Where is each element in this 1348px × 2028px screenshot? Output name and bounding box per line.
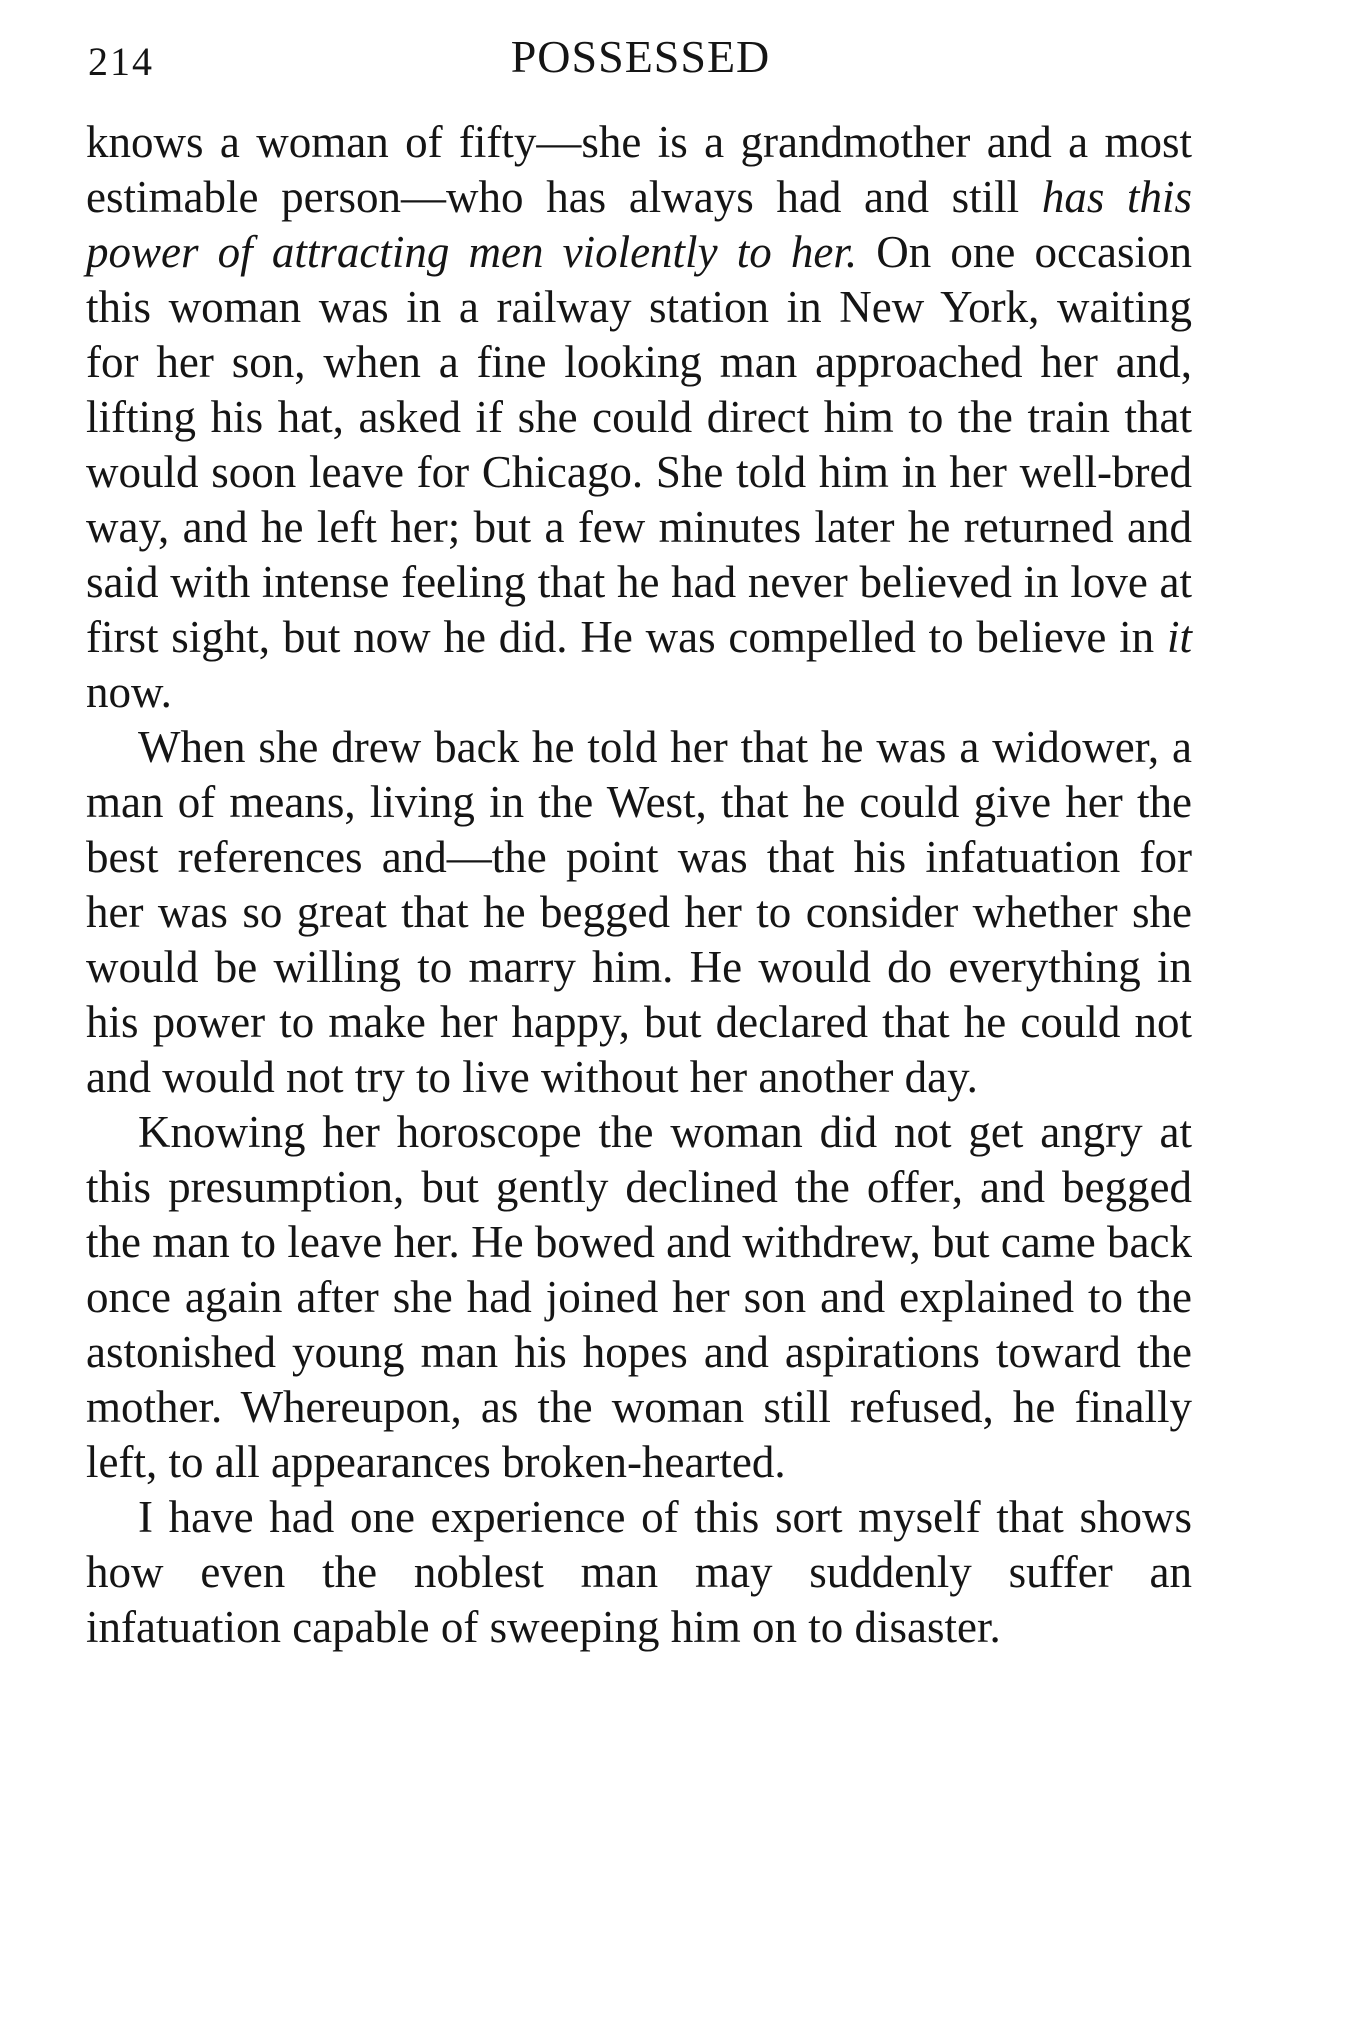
text-run: now. — [86, 667, 172, 717]
page-number: 214 — [88, 39, 154, 84]
paragraph: Knowing her horoscope the woman did not get angry at this presumption, but gently declined the offer, and begged the man to leave her. He bowed and withdrew, but came back once again after she had joined her son and explained to the astonished young man his hopes and aspirations toward the mother. Whereupon, as the woman still refused, he finally left, to all appearances broken-hearted. — [86, 1107, 1192, 1487]
paragraph: When she drew back he told her that he was a widower, a man of means, living in the West, that he could give her the best references and—the point was that his infatuation for her was so great that he begged her to consider whether she would be willing to marry him. He would do everything in his power to make her happy, but declared that he could not and would not try to live without her another day. — [86, 722, 1192, 1102]
text-run: On one occasion this woman was in a railway station in New York, waiting for her son, when a fine looking man approached her and, lifting his hat, asked if she could direct him to the train that would soon leave for Chicago. She told him in her well-bred way, and he left her; but a few minutes later he returned and said with intense feeling that he had never believed in love at first sight, but now he did. He was compelled to believe in — [86, 227, 1192, 662]
running-title: POSSESSED — [510, 31, 771, 82]
body-text — [86, 115, 1192, 1655]
paragraph-continued — [86, 115, 1192, 720]
italic-text-run: has this power of attracting men violently to her. — [86, 172, 1192, 277]
text-run: knows a woman of fifty—she is a grandmother and a most estimable person—who has always had and still — [86, 117, 1192, 222]
page-header — [88, 30, 1193, 90]
paragraph: I have had one experience of this sort myself that shows how even the noblest man may suddenly suffer an infatuation capable of sweeping him on to disaster. — [86, 1492, 1192, 1652]
italic-text-run: it — [1166, 612, 1192, 662]
